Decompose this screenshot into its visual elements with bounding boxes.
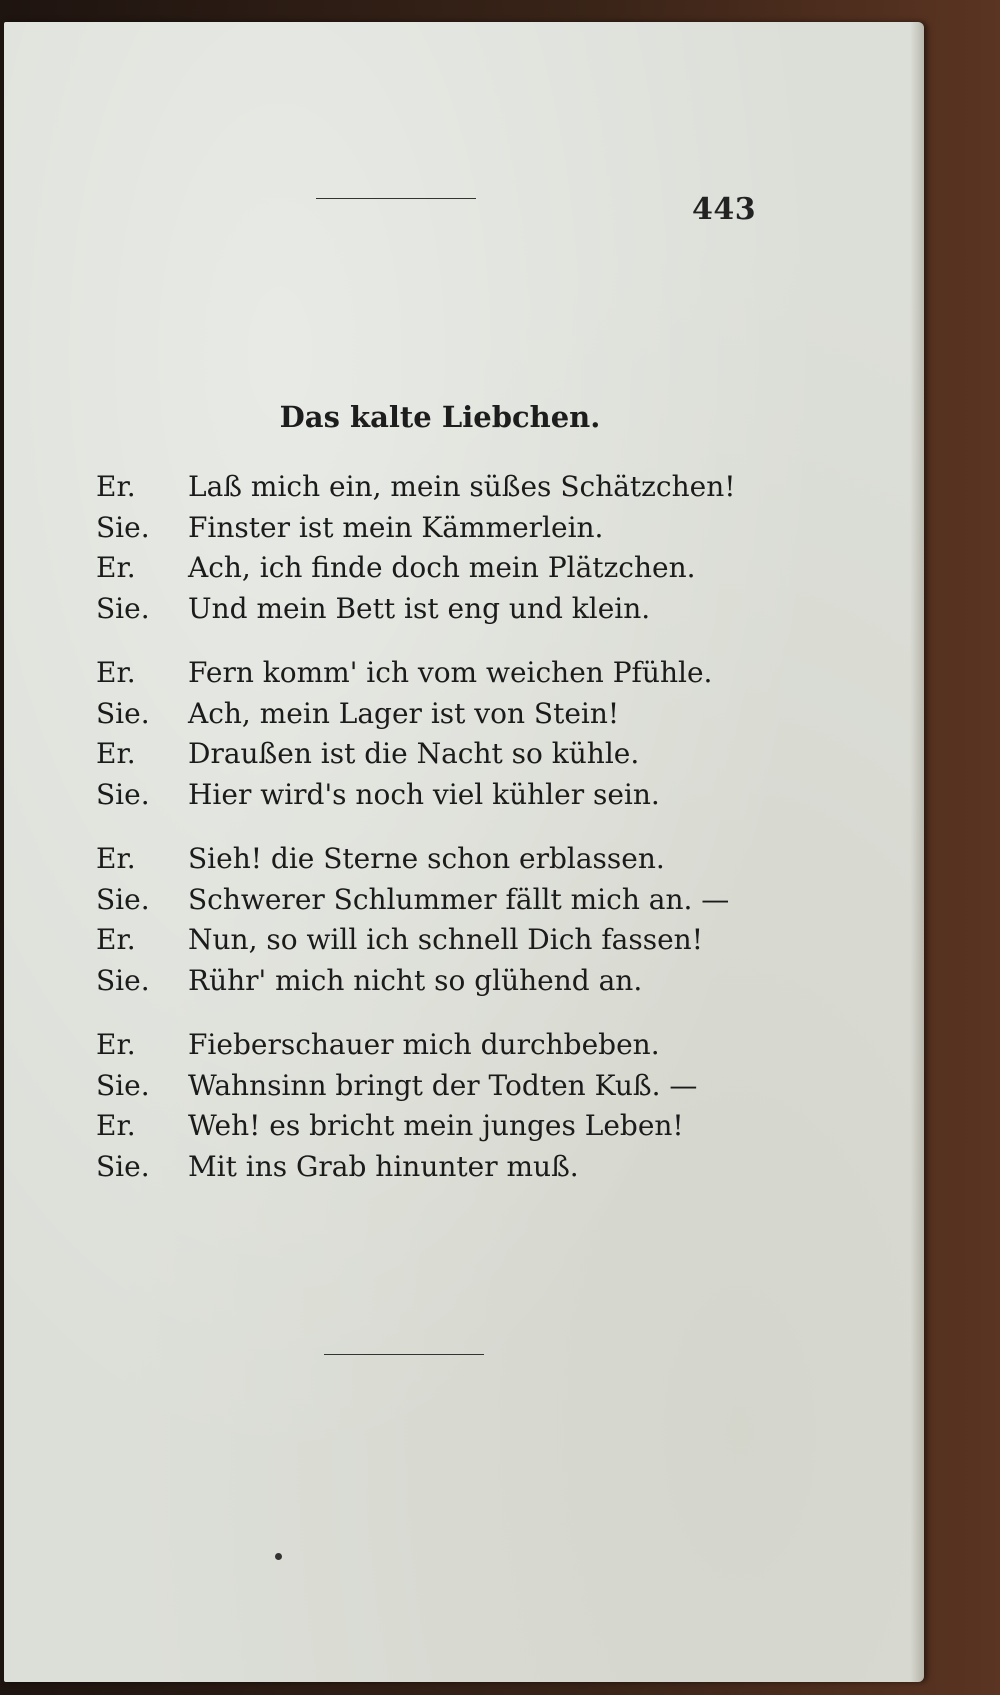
stanza-1 [96, 470, 856, 632]
speaker-label: Er. [96, 656, 136, 689]
speaker-label: Sie. [96, 882, 150, 916]
verse-text: Schwerer Schlummer fällt mich an. — [188, 882, 730, 916]
footer-rule [324, 1354, 484, 1355]
verse-line [96, 842, 856, 883]
verse-text: Mit ins Grab hinunter muß. [188, 1149, 579, 1183]
verse-text: Weh! es bricht mein junges Leben! [188, 1109, 684, 1142]
page-number: 443 [692, 192, 757, 227]
verse-line [96, 1028, 856, 1069]
verse-line [96, 470, 856, 511]
verse-text: Hier wird's noch viel kühler sein. [188, 777, 660, 811]
verse-text: Nun, so will ich schnell Dich fassen! [188, 923, 703, 956]
speaker-label: Sie. [96, 591, 150, 625]
verse-line [96, 883, 856, 924]
stanza-4 [96, 1028, 856, 1190]
verse-line [96, 737, 856, 778]
speaker-label: Sie. [96, 777, 150, 811]
speaker-label: Er. [96, 923, 136, 956]
verse-text: Ach, ich finde doch mein Plätzchen. [188, 551, 696, 584]
verse-line [96, 1109, 856, 1150]
speaker-label: Sie. [96, 1149, 150, 1183]
verse-text: Sieh! die Sterne schon erblassen. [188, 842, 665, 875]
speaker-label: Er. [96, 842, 136, 875]
verse-text: Rühr' mich nicht so glühend an. [188, 963, 643, 997]
speaker-label: Er. [96, 551, 136, 584]
verse-line [96, 778, 856, 819]
speaker-label: Er. [96, 1028, 136, 1061]
verse-line [96, 511, 856, 552]
verse-line [96, 1069, 856, 1110]
stanza-2 [96, 656, 856, 818]
speaker-label: Sie. [96, 510, 150, 544]
paper-speck [275, 1553, 282, 1560]
poem-body [96, 470, 856, 1214]
speaker-label: Sie. [96, 963, 150, 997]
speaker-label: Er. [96, 1109, 136, 1142]
verse-line [96, 964, 856, 1005]
verse-text: Fern komm' ich vom weichen Pfühle. [188, 656, 713, 689]
verse-line [96, 551, 856, 592]
verse-text: Laß mich ein, mein süßes Schätzchen! [188, 470, 736, 503]
verse-line [96, 697, 856, 738]
speaker-label: Sie. [96, 696, 150, 730]
speaker-label: Er. [96, 737, 136, 770]
header-rule [316, 198, 476, 199]
verse-line [96, 592, 856, 633]
verse-line [96, 656, 856, 697]
verse-line [96, 1150, 856, 1191]
verse-text: Fieberschauer mich durchbeben. [188, 1028, 660, 1061]
poem-title: Das kalte Liebchen. [279, 400, 601, 434]
speaker-label: Er. [96, 470, 136, 503]
verse-text: Und mein Bett ist eng und klein. [188, 591, 651, 625]
speaker-label: Sie. [96, 1068, 150, 1102]
page-edge-shadow [910, 22, 924, 1682]
verse-text: Wahnsinn bringt der Todten Kuß. — [188, 1068, 698, 1102]
verse-line [96, 923, 856, 964]
verse-text: Finster ist mein Kämmerlein. [188, 510, 604, 544]
stanza-3 [96, 842, 856, 1004]
verse-text: Ach, mein Lager ist von Stein! [188, 696, 620, 730]
verse-text: Draußen ist die Nacht so kühle. [188, 737, 640, 770]
